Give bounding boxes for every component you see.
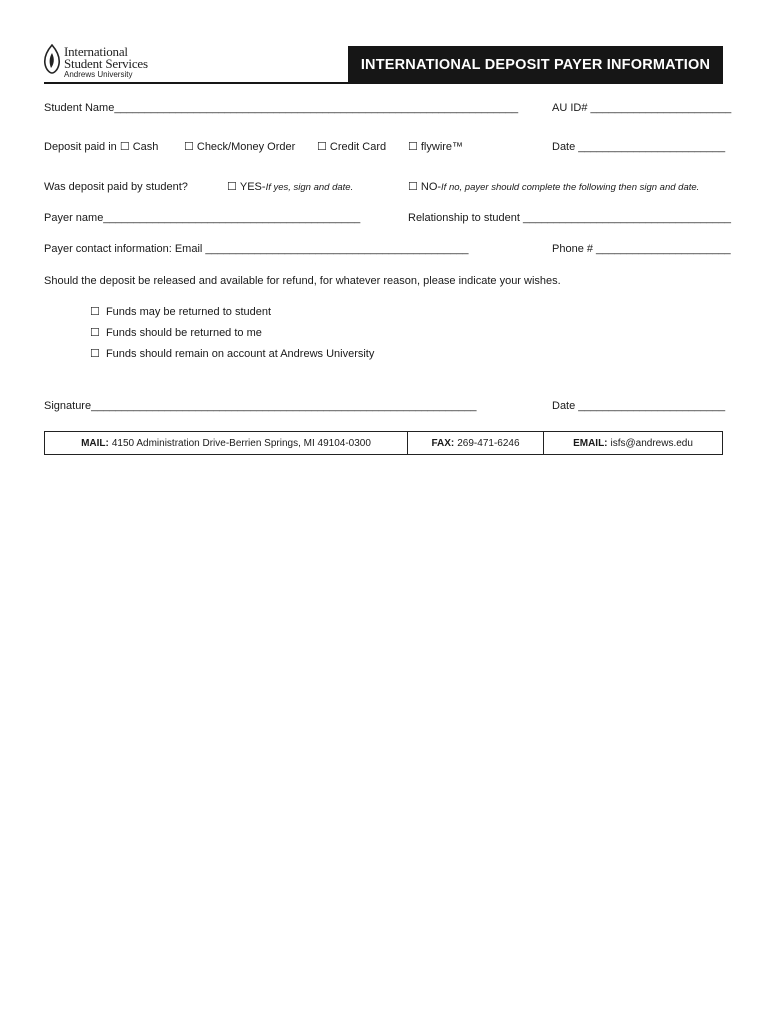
payer-name-field[interactable]: Payer name__________________________________________ [44, 212, 361, 224]
credit-card-option[interactable] [317, 140, 386, 154]
mail-address: 4150 Administration Drive-Berrien Springs, MI 49104-0300 [111, 437, 371, 449]
phone-field[interactable]: Phone # ______________________ [552, 243, 731, 255]
check-money-order-checkbox[interactable]: ☐ [184, 141, 194, 153]
payer-email-field[interactable]: Payer contact information: Email ___________________________________________ [44, 243, 469, 255]
refund-option-label: Funds should be returned to me [105, 327, 262, 339]
email-cell [544, 432, 722, 454]
yes-option[interactable] [227, 180, 353, 195]
flame-logo-icon [42, 44, 62, 74]
refund-option-label: Funds should remain on account at Andrews University [105, 348, 375, 360]
flywire-label: flywire™ [420, 141, 464, 153]
check-money-order-option[interactable] [184, 140, 295, 154]
refund-option-student[interactable] [90, 305, 271, 319]
refund-option-label: Funds may be returned to student [105, 306, 272, 318]
logo-line-1: International [64, 44, 128, 59]
yes-checkbox[interactable]: ☐ [227, 181, 237, 193]
fax-number: 269-471-6246 [457, 437, 520, 449]
refund-remain-checkbox[interactable]: ☐ [90, 348, 100, 360]
cash-checkbox[interactable]: ☐ [119, 141, 130, 153]
deposit-paid-in-label [44, 140, 158, 154]
flywire-option[interactable] [408, 140, 463, 154]
student-name-field[interactable]: Student Name__________________________________________________________________ [44, 102, 519, 114]
cash-label: Cash [132, 141, 159, 153]
credit-card-label: Credit Card [329, 141, 387, 153]
refund-payer-checkbox[interactable]: ☐ [90, 327, 100, 339]
was-deposit-paid-question: Was deposit paid by student? [44, 181, 188, 193]
header-divider [44, 82, 723, 84]
email-address[interactable]: isfs@andrews.edu [610, 437, 693, 449]
no-note: If no, payer should complete the following then sign and date. [441, 182, 700, 193]
relationship-field[interactable]: Relationship to student __________________________________ [408, 212, 731, 224]
contact-footer [44, 431, 723, 455]
no-option[interactable] [408, 180, 699, 195]
refund-option-remain[interactable] [90, 347, 374, 361]
mail-label: MAIL: [81, 437, 109, 449]
fax-cell [408, 432, 544, 454]
date-field-1[interactable]: Date ________________________ [552, 141, 726, 153]
check-money-order-label: Check/Money Order [196, 141, 296, 153]
mail-cell [45, 432, 408, 454]
email-label: EMAIL: [573, 437, 608, 449]
au-id-field[interactable]: AU ID# _______________________ [552, 102, 732, 114]
logo-line-2: Student Services [64, 56, 148, 71]
signature-field[interactable]: Signature_______________________________________________________________ [44, 400, 477, 412]
isfs-logo [42, 44, 162, 84]
refund-student-checkbox[interactable]: ☐ [90, 306, 100, 318]
page-title: INTERNATIONAL DEPOSIT PAYER INFORMATION [348, 46, 723, 84]
flywire-checkbox[interactable]: ☐ [408, 141, 418, 153]
date-field-2[interactable]: Date ________________________ [552, 400, 726, 412]
logo-line-3: Andrews University [64, 70, 133, 79]
yes-note: If yes, sign and date. [265, 182, 354, 193]
refund-option-payer[interactable] [90, 326, 262, 340]
no-checkbox[interactable]: ☐ [408, 181, 418, 193]
fax-label: FAX: [431, 437, 455, 449]
refund-question: Should the deposit be released and available for refund, for whatever reason, please indicate your wishes. [44, 275, 561, 287]
credit-card-checkbox[interactable]: ☐ [317, 141, 327, 153]
no-label: NO- [420, 181, 442, 193]
yes-label: YES- [239, 181, 266, 193]
deposit-paid-in-text: Deposit paid in [44, 141, 117, 153]
